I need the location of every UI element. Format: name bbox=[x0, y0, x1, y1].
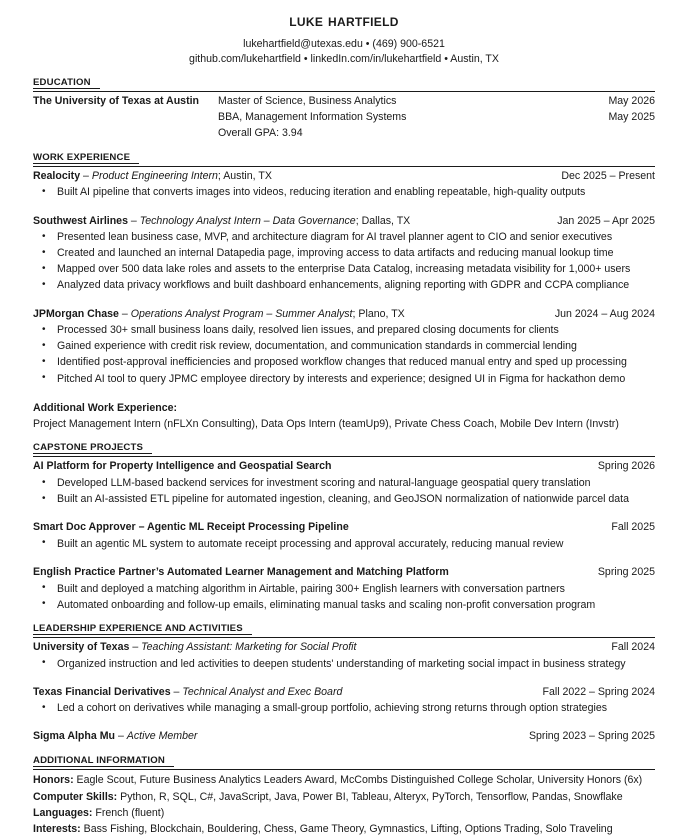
section-heading-education-label: EDUCATION bbox=[33, 77, 100, 89]
section-heading-capstone-label: CAPSTONE PROJECTS bbox=[33, 442, 152, 454]
work-bullet-list bbox=[33, 229, 655, 293]
leadership-bullet-list bbox=[33, 700, 655, 716]
list-item: • Pitched AI tool to query JPMC employee directory by interests and experience; designed UI in Figma for hackathon demo bbox=[33, 371, 655, 387]
work-entry bbox=[33, 169, 655, 201]
leadership-dash: – bbox=[129, 640, 142, 653]
list-item: • Presented lean business case, MVP, and architecture diagram for AI travel planner agent to CIO and senior executives bbox=[33, 229, 655, 245]
project-entry bbox=[33, 565, 655, 613]
section-capstone-projects bbox=[33, 442, 655, 613]
education-gpa-date bbox=[645, 126, 655, 142]
work-dash: – bbox=[127, 214, 140, 227]
leadership-date: Fall 2024 bbox=[611, 640, 655, 653]
contact-line-email-phone: lukehartfield@utexas.edu • (469) 900-6521 bbox=[243, 37, 445, 50]
info-row-honors bbox=[33, 772, 655, 788]
info-label: Languages: bbox=[33, 807, 93, 819]
list-item: • Automated onboarding and follow-up emails, eliminating manual tasks and scaling non-profit conversation program bbox=[33, 597, 655, 613]
info-label: Honors: bbox=[33, 774, 74, 787]
work-company: JPMorgan Chase bbox=[33, 307, 119, 320]
work-date: Dec 2025 – Present bbox=[561, 169, 655, 182]
leadership-org: Texas Financial Derivatives bbox=[33, 685, 171, 698]
leadership-entry-title bbox=[33, 729, 197, 745]
section-heading-leadership-label: LEADERSHIP EXPERIENCE AND ACTIVITIES bbox=[33, 623, 252, 635]
work-entry bbox=[33, 214, 655, 294]
leadership-role: Teaching Assistant: Marketing for Social Profit bbox=[141, 640, 357, 653]
work-entry-title bbox=[33, 214, 410, 230]
leadership-date: Fall 2022 – Spring 2024 bbox=[542, 685, 655, 698]
section-additional-information bbox=[33, 755, 655, 838]
info-row-languages bbox=[33, 805, 655, 821]
list-item: • Created and launched an internal Datapedia page, improving access to data artifacts and reducing manual lookup time bbox=[33, 245, 655, 261]
list-item: • Led a cohort on derivatives while managing a small-group portfolio, achieving strong returns through option strategies bbox=[33, 700, 655, 716]
education-degree-row bbox=[218, 110, 655, 126]
project-entry-header bbox=[33, 520, 655, 536]
leadership-role: Technical Analyst and Exec Board bbox=[182, 685, 343, 698]
work-entry-header bbox=[33, 169, 655, 185]
education-degree-row bbox=[218, 94, 655, 110]
project-title: English Practice Partner’s Automated Learner Management and Matching Platform bbox=[33, 566, 449, 579]
work-location: ; Austin, TX bbox=[217, 169, 272, 182]
work-bullet-list bbox=[33, 322, 655, 386]
section-education bbox=[33, 77, 655, 142]
work-entry-title bbox=[33, 169, 272, 185]
section-heading-work bbox=[33, 152, 655, 165]
info-row-interests bbox=[33, 821, 655, 837]
work-entry-header bbox=[33, 214, 655, 230]
work-role: Operations Analyst Program – Summer Analyst bbox=[130, 307, 353, 320]
section-heading-education bbox=[33, 77, 655, 90]
education-school: The University of Texas at Austin bbox=[33, 95, 200, 108]
list-item: • Identified post-approval inefficiencies and proposed workflow changes that reduced manual entry and sped up processing bbox=[33, 354, 655, 370]
education-gpa-row bbox=[218, 126, 655, 142]
work-date: Jun 2024 – Aug 2024 bbox=[554, 307, 655, 320]
list-item: • Processed 30+ small business loans daily, resolved lien issues, and prepared closing documents for clients bbox=[33, 322, 655, 338]
work-bullet-list bbox=[33, 184, 655, 200]
leadership-dash: – bbox=[115, 730, 127, 743]
education-gpa-text: Overall GPA: 3.94 bbox=[218, 126, 303, 139]
work-location: ; Plano, TX bbox=[352, 307, 405, 320]
project-entry-header bbox=[33, 565, 655, 581]
project-entry bbox=[33, 520, 655, 552]
section-work-experience bbox=[33, 152, 655, 433]
info-label: Interests: bbox=[33, 823, 81, 836]
list-item: • Built and deployed a matching algorithm in Airtable, pairing 300+ English learners with conversation partners bbox=[33, 581, 655, 597]
list-item: • Built AI pipeline that converts images into videos, reducing iteration and enabling repeatable, high-quality outputs bbox=[33, 184, 655, 200]
project-bullet-list bbox=[33, 536, 655, 552]
additional-work-body: Project Management Intern (nFLXn Consulting), Data Ops Intern (teamUp9), Private Chess Coach, Mobile Dev Intern (Invstr) bbox=[33, 417, 619, 430]
leadership-role: Active Member bbox=[126, 730, 198, 743]
education-entry bbox=[33, 94, 655, 142]
project-entry-header bbox=[33, 459, 655, 475]
project-bullet-list bbox=[33, 581, 655, 613]
work-company: Realocity bbox=[33, 169, 81, 182]
project-date: Fall 2025 bbox=[611, 521, 655, 534]
work-role: Technology Analyst Intern – Data Governance bbox=[139, 214, 356, 227]
section-heading-additional-label: ADDITIONAL INFORMATION bbox=[33, 755, 174, 767]
section-rule-capstone bbox=[33, 456, 655, 457]
leadership-entry bbox=[33, 729, 655, 745]
section-rule-leadership bbox=[33, 637, 655, 638]
project-title: AI Platform for Property Intelligence and Geospatial Search bbox=[33, 460, 332, 473]
section-leadership bbox=[33, 623, 655, 745]
section-heading-additional bbox=[33, 755, 655, 768]
contact-line-links-location: github.com/lukehartfield • linkedIn.com/in/lukehartfield • Austin, TX bbox=[189, 53, 499, 65]
list-item: • Built an AI-assisted ETL pipeline for automated ingestion, cleaning, and GeoJSON normalization of nationwide parcel data bbox=[33, 491, 655, 507]
section-rule-additional bbox=[33, 769, 655, 770]
info-value: Bass Fishing, Blockchain, Bouldering, Chess, Game Theory, Gymnastics, Lifting, Options Trading, Solo Traveling bbox=[80, 823, 613, 836]
section-heading-capstone bbox=[33, 442, 655, 455]
work-dash: – bbox=[80, 169, 92, 182]
work-role: Product Engineering Intern bbox=[91, 169, 218, 182]
education-degree-date: May 2026 bbox=[608, 95, 655, 108]
leadership-entry-header bbox=[33, 685, 655, 701]
info-value: Eagle Scout, Future Business Analytics Leaders Award, McCombs Distinguished College Scholar, University Honors (6x) bbox=[73, 774, 643, 787]
section-rule-education bbox=[33, 91, 655, 92]
education-degree-text: Master of Science, Business Analytics bbox=[218, 95, 397, 108]
education-degree-list bbox=[218, 94, 655, 142]
leadership-bullet-list bbox=[33, 656, 655, 672]
list-item: • Built an agentic ML system to automate receipt processing and approval accurately, reducing manual review bbox=[33, 536, 655, 552]
leadership-entry-header bbox=[33, 640, 655, 656]
work-location: ; Dallas, TX bbox=[355, 214, 411, 227]
list-item: • Organized instruction and led activities to deepen students' understanding of marketing social impact in business strategy bbox=[33, 656, 655, 672]
leadership-entry-title bbox=[33, 640, 356, 656]
leadership-entry-title bbox=[33, 685, 342, 701]
leadership-date: Spring 2023 – Spring 2025 bbox=[528, 730, 655, 743]
list-item: • Developed LLM-based backend services for investment scoring and natural-language geospatial query translation bbox=[33, 475, 655, 491]
leadership-org: University of Texas bbox=[33, 640, 130, 653]
work-entry-title bbox=[33, 307, 405, 323]
work-entry-header bbox=[33, 307, 655, 323]
info-label: Computer Skills: bbox=[33, 790, 118, 803]
section-heading-leadership bbox=[33, 623, 655, 636]
list-item: • Mapped over 500 data lake roles and assets to the enterprise Data Catalog, increasing metadata visibility for 1,000+ users bbox=[33, 261, 655, 277]
leadership-dash: – bbox=[170, 685, 183, 698]
work-company: Southwest Airlines bbox=[33, 214, 128, 227]
leadership-entry-header bbox=[33, 729, 655, 745]
project-entry bbox=[33, 459, 655, 507]
project-date: Spring 2026 bbox=[597, 460, 655, 473]
work-entry bbox=[33, 307, 655, 387]
leadership-org: Sigma Alpha Mu bbox=[33, 730, 116, 743]
project-title: Smart Doc Approver – Agentic ML Receipt Processing Pipeline bbox=[33, 521, 349, 534]
project-bullet-list bbox=[33, 475, 655, 507]
work-dash: – bbox=[118, 307, 131, 320]
education-degree-text: BBA, Management Information Systems bbox=[218, 110, 407, 123]
list-item: • Analyzed data privacy workflows and built dashboard enhancements, aligning reporting with GDPR and CCPA compliance bbox=[33, 277, 655, 293]
project-date: Spring 2025 bbox=[597, 566, 655, 579]
leadership-entry bbox=[33, 685, 655, 717]
section-heading-work-label: WORK EXPERIENCE bbox=[33, 152, 139, 164]
leadership-entry bbox=[33, 640, 655, 672]
work-date: Jan 2025 – Apr 2025 bbox=[557, 214, 655, 227]
info-row-computer-skills bbox=[33, 789, 655, 805]
list-item: • Gained experience with credit risk review, documentation, and communication standards in commercial lending bbox=[33, 338, 655, 354]
page-title: luke hartfield bbox=[289, 12, 399, 30]
info-value: Python, R, SQL, C#, JavaScript, Java, Power BI, Tableau, Alteryx, PyTorch, Tensorflow, Pandas, Snowflake bbox=[117, 790, 623, 803]
education-degree-date: May 2025 bbox=[608, 110, 655, 123]
info-value: French (fluent) bbox=[92, 807, 165, 819]
additional-work-title: Additional Work Experience: bbox=[33, 401, 178, 414]
section-rule-work bbox=[33, 166, 655, 167]
